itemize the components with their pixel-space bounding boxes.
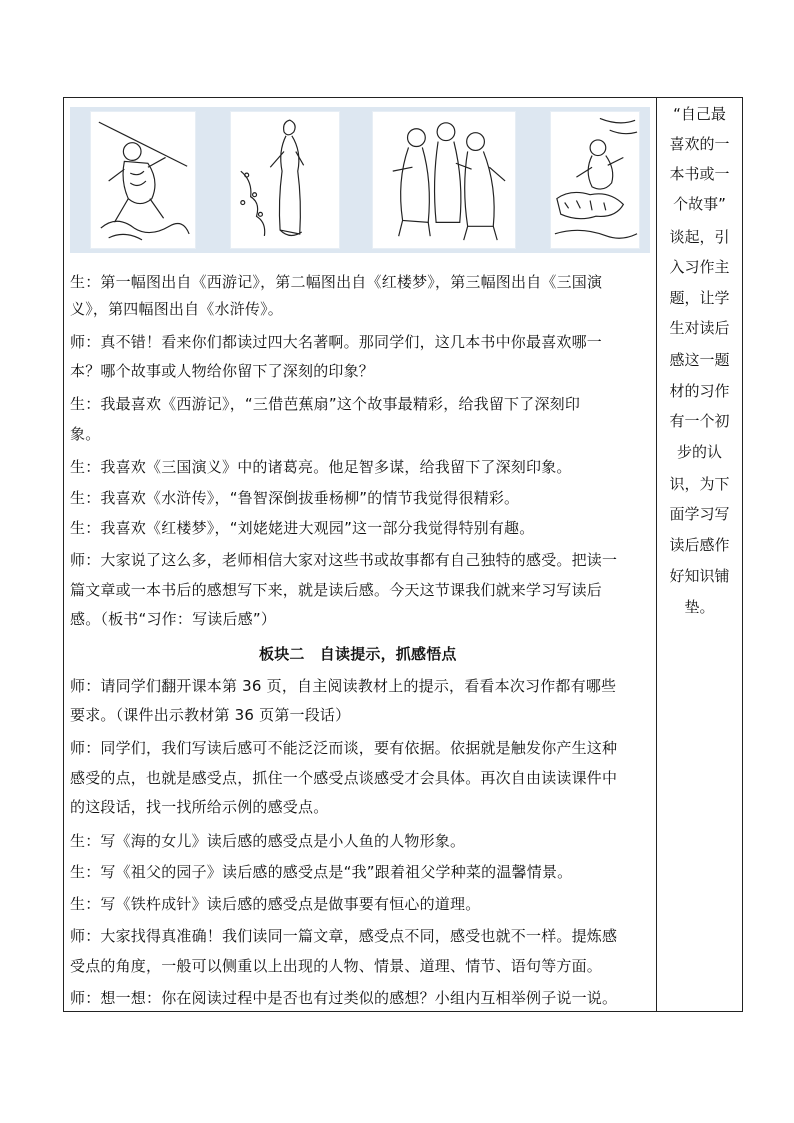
text-line: 师：同学们，我们写读后感可不能泛泛而谈，要有依据。依据就是触发你产生这种 (70, 739, 618, 757)
note-line: 入习作主 (669, 258, 730, 276)
text-line: 义》，第四幅图出自《水浒传》。 (70, 300, 284, 318)
note-line: 感这一题 (669, 351, 730, 369)
text-line: 篇文章或一本书后的感想写下来，就是读后感。今天这节课我们就来学习写读后 (70, 581, 603, 599)
note-line: 喜欢的一 (669, 135, 730, 153)
illustration-strip (70, 107, 650, 253)
text-line: 生：我喜欢《水浒传》，“鲁智深倒拔垂杨柳”的情节我觉得很精彩。 (70, 489, 520, 507)
note-line: 好知识铺 (669, 567, 730, 585)
text-line: 本？哪个故事或人物给你留下了深刻的印象？ (70, 362, 375, 380)
monkey-king-drawing (91, 112, 195, 248)
wu-song-tiger-illustration (550, 111, 640, 249)
note-line: 题，让学 (669, 289, 730, 307)
lesson-table (63, 97, 743, 1012)
monkey-king-illustration (90, 111, 196, 249)
note-line: 垫。 (684, 598, 715, 616)
text-line: 师：请同学们翻开课本第 36 页，自主阅读教材上的提示，看看本次习作都有哪些 (70, 677, 617, 695)
text-line: 师：想一想：你在阅读过程中是否也有过类似的感想？小组内互相举例子说一说。 (70, 989, 618, 1007)
text-line: 生：我最喜欢《西游记》，“三借芭蕉扇”这个故事最精彩，给我留下了深刻印 (70, 395, 581, 413)
lesson-content-cell (64, 98, 656, 1011)
tiger-drawing (551, 112, 639, 248)
text-line: 生：写《祖父的园子》读后感的感受点是“我”跟着祖父学种菜的温馨情景。 (70, 863, 573, 881)
note-line: 读后感作 (669, 536, 730, 554)
text-line: 生：我喜欢《三国演义》中的诸葛亮。他足智多谋，给我留下了深刻印象。 (70, 458, 572, 476)
warriors-drawing (373, 112, 515, 248)
note-line: 本书或一 (669, 165, 730, 183)
text-line: 生：写《海的女儿》读后感的感受点是小人鱼的人物形象。 (70, 832, 466, 850)
note-line: 个故事” (673, 195, 726, 213)
note-line: 生对读后 (669, 319, 730, 337)
design-note-cell (657, 98, 742, 1011)
three-kingdoms-warriors-illustration (372, 111, 516, 249)
note-line: 材的习作 (669, 382, 730, 400)
text-line: 师：大家说了这么多，老师相信大家对这些书或故事都有自己独特的感受。把读一 (70, 551, 618, 569)
text-line: 师：真不错！看来你们都读过四大名著啊。那同学们，这几本书中你最喜欢哪一 (70, 333, 603, 351)
note-line: 有一个初 (669, 412, 730, 430)
note-line: 面学习写 (669, 505, 730, 523)
section-heading: 板块二 自读提示，抓感悟点 (259, 645, 457, 663)
text-line: 要求。（课件出示教材第 36 页第一段话） (70, 706, 351, 724)
note-line: 识，为下 (669, 475, 730, 493)
maiden-drawing (231, 112, 339, 248)
text-line: 感。（板书“习作：写读后感”） (70, 610, 277, 628)
text-line: 生：写《铁杵成针》读后感的感受点是做事要有恒心的道理。 (70, 895, 481, 913)
text-line: 师：大家找得真准确！我们读同一篇文章，感受点不同，感受也就不一样。提炼感 (70, 927, 618, 945)
text-line: 象。 (70, 425, 101, 443)
note-line: 步的认 (676, 443, 722, 461)
text-line: 的这段话，找一找所给示例的感受点。 (70, 798, 329, 816)
maiden-with-plum-blossom-illustration (230, 111, 340, 249)
note-line: 谈起，引 (669, 228, 730, 246)
text-line: 生：我喜欢《红楼梦》，“刘姥姥进大观园”这一部分我觉得特别有趣。 (70, 519, 535, 537)
text-line: 感受的点，也就是感受点，抓住一个感受点谈感受才会具体。再次自由读读课件中 (70, 769, 618, 787)
text-line: 生：第一幅图出自《西游记》，第二幅图出自《红楼梦》，第三幅图出自《三国演 (70, 273, 603, 291)
note-line: “自己最 (673, 105, 726, 123)
text-line: 受点的角度，一般可以侧重以上出现的人物、情景、道理、情节、语句等方面。 (70, 957, 603, 975)
